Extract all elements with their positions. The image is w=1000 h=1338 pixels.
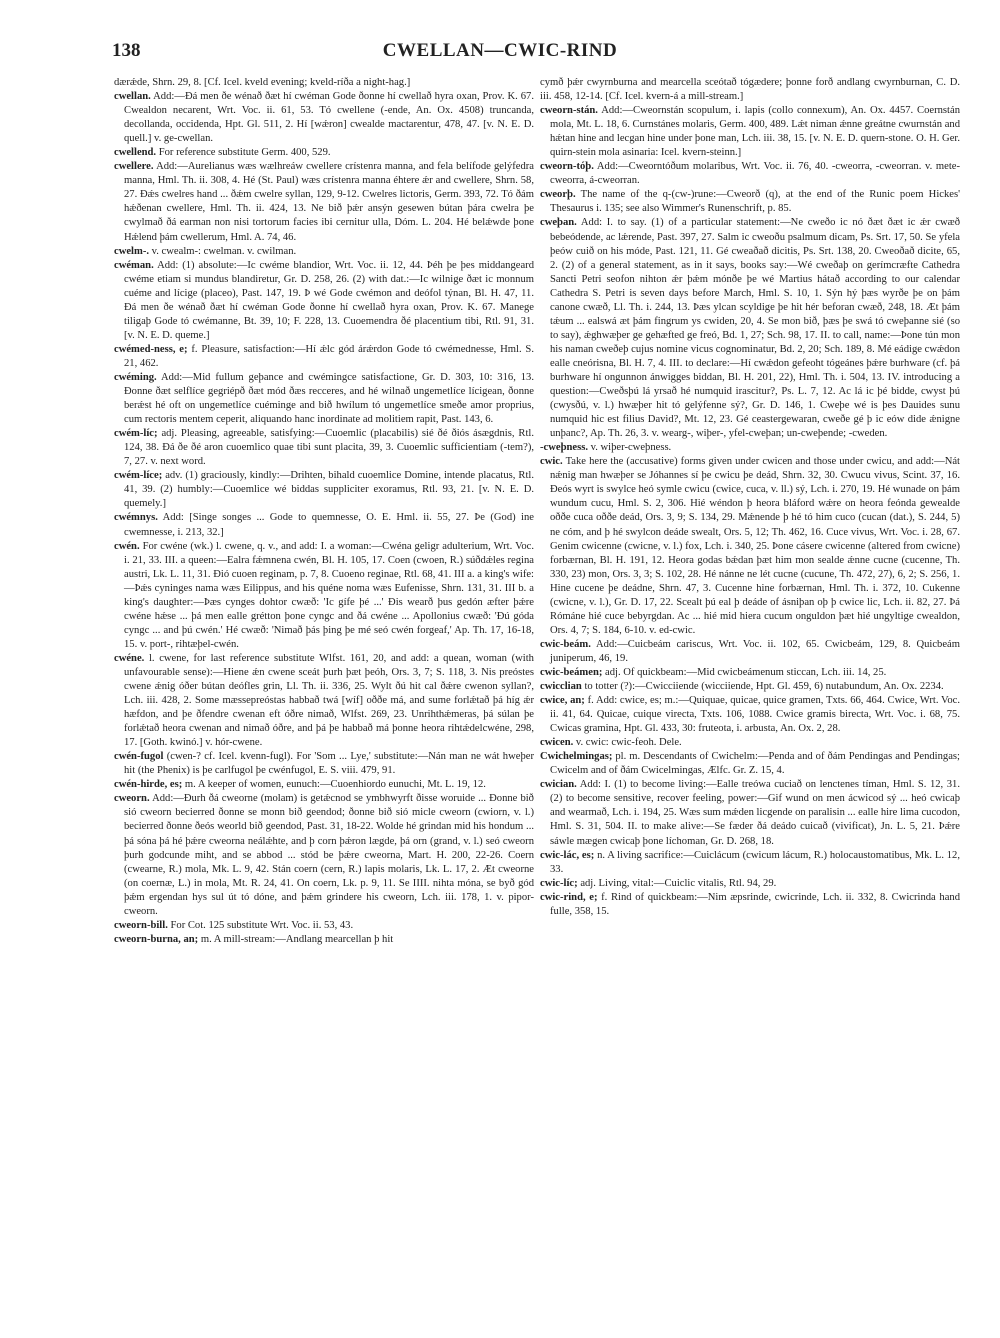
entry-headword: cwéman. <box>114 259 154 271</box>
entry-text: dærǽde, Shrn. 29, 8. [Cf. Icel. kveld evening; kveld-ríða a night-hag.] <box>114 77 411 88</box>
dictionary-entry <box>540 216 960 441</box>
entry-text: Add:—Ðá men ðe wénað ðæt hí cwéman Gode ðonne hí cwellað hyra oxan, Prov. K. 67. Cwealdon necarent, Wrt. Voc. ii. 61, 53. Tó cwellene (-ende, An. Ox. 4508) truncanda, decollanda, occidenda, Hpt. Gl. 511, 2. Hí [wǽron] cwealde mactarentur, 478, 47. [v. N. E. D. quell.] v. ge-cwellan. <box>124 91 534 145</box>
entry-headword: cwém-líce; <box>114 470 163 482</box>
entry-text: Add: [Singe songes ... Gode to quemnesse, O. E. Hml. ii. 55, 27. Þe (God) ine cwemnesse, i. 213, 32.] <box>124 512 534 538</box>
entry-text: m. A keeper of women, eunuch:—Cuoenhiordo eunuchi, Mt. L. 19, 12. <box>184 779 486 791</box>
entry-headword: cwéne. <box>114 652 145 664</box>
dictionary-entry <box>540 849 960 877</box>
entry-text: l. cwene, for last reference substitute Wlfst. 161, 20, and add: a quean, woman (with unfavourable sense):—Hiene ǽn cwene sceát þurh þæt þeóh, Ors. 3, 7; S. 118, 3. Nis preóstes cwene ǽnig óðer bútan deófles grin, Ll. Th. ii. 336, 25. Wylt ðú hit cal ðǽre cwenon syllan?, Lch. iii. 428, 2. Some mæssepreóstas habbað twá [wíf] oððe má, and sume forlǽtað þá híg ǽr hæfdon, and þe ðfendre cwenan eft óðre nimað, Wlfst. 269, 23. Unrihthǽmeras, þá súlan þe forlǽtað heora cwenan and nimað óðre, and þá þe habbað má þonne heora rihtǽdelcwéne, 298, 17. [Goth. kwinó.] v. hór-cwene. <box>124 652 534 749</box>
entry-headword: cwic-lác, es; <box>540 849 595 861</box>
entry-headword: cwém-líc; <box>114 428 158 440</box>
entry-headword: cwicclian <box>540 681 582 693</box>
dictionary-entry <box>540 76 960 104</box>
dictionary-entry <box>114 146 534 160</box>
dictionary-entry <box>114 540 534 652</box>
dictionary-entry <box>114 90 534 146</box>
entry-text: Add:—Aurelianus wæs wælhreáw cwellere crístenra manna, and fela belífode gelýfedra manna, Hml. Th. ii. 308, 4. Hé (St. Paul) wæs crístenra manna éhtere ǽr and cwellere, Shrn. 58, 27. Ðǽs cwelres hand ... ðǽm cwelre syllan, 129, 9-12. Cwelres lictoris, Germ. 393, 72. Tó ðám hǽðenan cwellere, Hml. Th. ii. 424, 13. Ne bið þǽr ansýn gesewen bútan þára cwelra þe cwylmað ðá earman non nisi tortorum facies ibi cernitur ulla, Dóm. L. 204. Hé belǽwde þone Hǽlend þám cwellerum, Hml. A. 74, 46. <box>124 161 534 243</box>
dictionary-entry <box>114 778 534 792</box>
entry-text: n. A living sacrifice:—Cuiclácum (cwicum lácum, R.) holocaustomatibus, Mk. L. 12, 33. <box>550 849 960 875</box>
entry-headword: cwic-líc; <box>540 877 578 889</box>
entry-headword: cwelm-. <box>114 245 149 257</box>
left-column <box>114 76 534 1321</box>
entry-text: adj. Of quickbeam:—Mid cwicbeámenum sticcan, Lch. iii. 14, 25. <box>605 666 887 678</box>
dictionary-entry <box>114 511 534 539</box>
dictionary-entry <box>114 933 534 947</box>
entry-text: Add:—Cuicbeám cariscus, Wrt. Voc. ii. 102, 65. Cwicbeám, 129, 8. Quicbeám juniperum, 46, 19. <box>550 638 960 664</box>
entry-text: m. A mill-stream:—Andlang mearcellan þ hit <box>200 933 394 945</box>
right-column <box>540 76 960 1321</box>
dictionary-entry <box>540 638 960 666</box>
dictionary-entry <box>114 160 534 244</box>
entry-headword: cweorn-stán. <box>540 105 598 117</box>
dictionary-entry <box>540 441 960 455</box>
entry-text: Add:—Cweorntóðum molaribus, Wrt. Voc. ii. 76, 40. -cweorra, -cweorran. v. mete-cweorra, á-cweorran. <box>550 161 960 187</box>
entry-headword: cweþan. <box>540 217 577 229</box>
entry-text: v. cwic: cwic-feoh. Dele. <box>575 737 682 749</box>
entry-text: Take here the (accusative) forms given under cwicen and those under cwicu, and add:—Nát nǽnig man hwæþer se Jóhannes sí þe cwicu þe deád, Shrn. 32, 30. Cwucu vivus, Scint. 37, 16. Ðeós wyrt is swylce heó symle cwicu (cwice, cuca, v. ll.) sý, Lch. i. 270, 19. Hé wunade on þám wundum cucu, Hml. S. 2, 306. Hié wéndon þ heora bláford wǽre on heora feónda gewealde oððe cuca oððe deád, Ors. 3, 9; S. 134, 29. Mǽnende þ hé tó him cuco (cucan (dat.), S. 244, 5) ne cóm, and þ hé swylcon deáde swealt, Ors. 5, 12; Th. 462, 16. Cuce vivus, Wrt. Voc. i. 28, 67. Genim cwicenne (cwicne, v. l.) fox, Lch. i. 340, 25. Þone cásere cwicenne (altered from cwicne) forbærnan, Bl. H. 191, 12. Heora godas bǽdan þæt him mon sealde ǽnne cucne (cucenne, Th. 330, 23) mon, Ors. 3, 3; S. 102, 28. Hé nánne ne lét cucne (cucune, Th. 472, 27), 6, 2; S. 256, 1. Hine cucene þe deádne, Shrn. 47, 3. Cucenne hine forbærnan, Hml. Th. i. 372, 10. Cukenne (cwicne, v. l.), Gr. D. 17, 22. Scealt þú eal þ deáde of ásniþan oþ þ cwice lic, Lch. ii. 82, 27. Þá Rómáne hié cuce bebyrgdan. Ac ... hié mid hiera cucum onguldon þæt hié ungyltige cwealdon, Ors. 4, 7; S. 184, 6-10. v. ed-cwic. <box>550 456 960 636</box>
dictionary-entry <box>114 245 534 259</box>
dictionary-entry <box>540 736 960 750</box>
dictionary-entry <box>540 160 960 188</box>
running-head: CWELLAN—CWIC-RIND <box>382 40 618 61</box>
dictionary-entry <box>540 104 960 160</box>
entry-headword: cwellere. <box>114 161 154 173</box>
dictionary-entry <box>540 455 960 638</box>
entry-headword: cweorn. <box>114 793 150 805</box>
dictionary-entry <box>540 877 960 891</box>
entry-text: to totter (?):—Cwicciiende (wicciiende, Hpt. Gl. 459, 6) nutabundum, An. Ox. 2234. <box>584 681 944 693</box>
dictionary-entry <box>114 427 534 469</box>
entry-text: For cwéne (wk.) l. cwene, q. v., and add: I. a woman:—Cwéna geligr adulterium, Wrt. Voc. i. 21, 33. III. a queen:—Ealra fǽmnena cwén, Bl. H. 105, 17. Coen (cwoen, R.) súðdǽles regina austri, Lk. L. 11, 31. Ðió cuoen reginam, p. 7, 8. Cuoeno reginae, Rtl. 68, 41. III a. a king's wife:—Þǽs cyninges nama wæs Eilippus, and his quéne noma wæs Eufenisse, Shrn. 131, 31. III b. a king's daughter:—Þæs cynges dohtor cwæð: 'Ic gífe þé ...' Ðis wearð þus gedón æfter þǽre cwéne hǽse ... þá men ealle grétton þone cyngc and ðá cwéne ... Apollonius cwæð: 'Ðú góda cyngc ... and þú cwén.' Hé cwæð: 'Nimað þás þing þe mé seó cwén forgeaf,' Ap. Th. 17, 16-18, 15. v. port-, rihtæþel-cwén. <box>124 540 534 650</box>
dictionary-entry <box>114 792 534 918</box>
entry-headword: cwémnys. <box>114 512 158 524</box>
entry-text: Add: I. to say. (1) of a particular statement:—Ne cweðo ic nó ðæt ðæt ic ǽr cwæð bebeódende, ac lǽrende, Past. 397, 27. Salm ic cweoðu psalmum dicam, Ps. Srt. 17, 50. Se yfela þeów cuið on his móde, Past. 121, 11. Gé cweaðað dicitis, Ps. Srt. 138, 20. Cweoðað dicite, 65, 2. (2) of a general statement, as in it says, books say:—Wé cweðaþ on gerímcræfte Cathedra Sancti Petri seofon nihton ǽr þǽm mónðe þe wé Martius hátað according to our calendar Cathedra S. Petri is seven days before March, Hml. S. 10, 1. Sýn hý þæs wyrðe þe on þám canone cwæð, Ll. Th. i. 244, 13. Þæs ylcan scyldige þe hit hér beforan cwæð, 248, 18. Æt þám tǽum ... ealswá æt þám fingrum ys cwiden, 20, 4. Se mon bið, þæs þe swá tó cweþanne sié (so to say), ǽghwæþer ge gehæfted ge freó, Bd. 1, 27; Sch. 98, 17. II. to call, name:—Þone tún mon his naman cweðeþ cujus nomine vicus cognominatur, Bd. 2, 20; Sch. 189, 8. Mé eádige cwǽdon ealle cneórisna, Bl. H. 7, 4. III. to declare:—Hí cwǽdon gefeoht tógeánes þǽre burhware (cf. þá burhware hí ongunnon ánwigges biddan, Bl. H. 201, 22), Hml. Th. i. 504, 13. IV. introducing a question:—Cweðsþú lá yrsað hé numquid irascitur?, Ps. L. 7, 12. Ac lá ic þé bidde, cwyst þú (cwysðú, v. l.) hwæþer hit tó gelýfenne sý?, Gr. D. 146, 1. Cweþe wé is þes Dauides sunu numquid hic est filius David?, Mt. 12, 23. Gé ceastergewaran, cweðe gé þ ic eów dide ǽnigne unþanc?, Ap. Th. 26, 3. v. wearg-, wiþer-, yfel-cweþan; un-cweþende; -cweden. <box>550 217 960 440</box>
dictionary-entry <box>540 188 960 216</box>
entry-headword: cwician. <box>540 779 577 791</box>
entry-text: Add: (1) absolute:—Ic cwéme blandior, Wrt. Voc. ii. 12, 44. Þéh þe þes middangeard cwéme etiam si mundus blandiretur, Gr. D. 258, 26. (2) with dat.:—Ic wilnige ðæt ic monnum cuéme and lícige (placeo), Past. 147, 19. Þ wé Gode cwémon and deófol týnan, Bl. H. 47, 11. Ðá men ðe wénað ðæt hí cwéman Gode ðonne hí cwellað hyra oxan, Prov. K. 67. Manege tiligaþ Gode tó cwémanne, Bt. 39, 10; F. 228, 13. Cuoemendra ðé placentium tibi, Rtl. 91, 31. [v. N. E. D. queme.] <box>124 259 534 341</box>
dictionary-entry <box>540 778 960 848</box>
entry-headword: cwice, an; <box>540 695 585 707</box>
entry-headword: cweorn-bill. <box>114 919 168 931</box>
entry-headword: cwén-hirde, es; <box>114 779 183 791</box>
entry-text: f. Pleasure, satisfaction:—Hí ǽlc gód árǽrdon Gode tó cwémednesse, Hml. S. 21, 462. <box>124 343 534 369</box>
entry-headword: cwén. <box>114 540 140 552</box>
dictionary-entry <box>540 666 960 680</box>
entry-text: (cwen-? cf. Icel. kvenn-fugl). For 'Som ... Lye,' substitute:—Nán man ne wát hweþer hit (the Phenix) is þe carlfugol þe cwénfugol, E. S. viii. 479, 91. <box>124 751 534 777</box>
entry-text: v. wiþer-cweþness. <box>590 442 672 454</box>
entry-text: adv. (1) graciously, kindly:—Drihten, bihald cuoemlice Domine, intende placatus, Rtl. 41, 39. (2) humbly:—Cuoemlice wé biddas suppliciter exoramus, Rtl. 93, 21. [v. N. E. D. quemely.] <box>124 470 534 510</box>
entry-headword: cwellend. <box>114 147 157 159</box>
entry-text: adj. Living, vital:—Cuiclic vitalis, Rtl. 94, 29. <box>580 877 777 889</box>
entry-headword: cwic-rind, e; <box>540 891 598 903</box>
entry-headword: cwén-fugol <box>114 751 164 763</box>
entry-text: Add: I. (1) to become living:—Ealle treówa cuciað on lenctenes tíman, Hml. S. 12, 31. (2) to become sensitive, recover feeling, power:—Gif wund on men ácwicod sý ... heó cwicaþ and wearmað, Lch. i. 194, 25. Wæs sum mǽden licgende on paralisin ... ealle hire lima cucodon, Hml. S. 31, 504. II. to make alive:—Se fæder ðá deádo cuicað (vivificat), Jn. L. 5, 21. Þǽre sáwle mægen cwicaþ þone líchoman, Gr. D. 268, 18. <box>550 779 960 847</box>
entry-headword: cwéming. <box>114 371 157 383</box>
dictionary-entry <box>114 652 534 750</box>
entry-text: Add:—Cweornstán scopulum, i. lapis (collo connexum), An. Ox. 4457. Coernstán mola, Mt. L. 18, 6. Curnstánes molaris, Germ. 400, 489. Lǽt niman ǽnne greátne cwurnstán and hǽtan hine and lecgan hine under þone man, Lch. iii. 38, 15. [v. N. E. D. quern-stone. O. H. Ger. quirn-stein mola asinaria: Icel. kvern-steinn.] <box>550 105 960 159</box>
dictionary-entry <box>114 371 534 427</box>
entry-text: cymð þǽr cwyrnburna and mearcella sceótað tógædere; þonne forð andlang cwyrnburnan, C. D. iii. 458, 12-14. [Cf. Icel. kvern-á a mill-stream.] <box>540 77 960 103</box>
dictionary-entry <box>540 750 960 778</box>
entry-text: pl. m. Descendants of Cwichelm:—Penda and of ðám Pendingas and Pendingas; Cwicelm and of ðám Cwicelmingas, Ælfc. Gr. Z. 15, 4. <box>550 751 960 777</box>
entry-headword: cwic-beámen; <box>540 666 603 678</box>
entry-text: adj. Pleasing, agreeable, satisfying:—Cuoemlic (placabilis) sié ðé ðiós ásægdnis, Rtl. 124, 38. Ðá ðe ðé aron cuoemlico quae tibi sunt placita, 39, 3. Cuoemlic sufficientiam (-tem?), 7, 27. v. next word. <box>124 428 534 468</box>
dictionary-entry <box>114 469 534 511</box>
entry-headword: cweorþ. <box>540 189 576 201</box>
dictionary-entry <box>114 343 534 371</box>
entry-text: Add:—Ðurh ðá cweorne (molam) is getǽcnod se ymbhwyrft ðisse woruide ... Ðonne bið sió cweorn becierred ðonne se monn bið geendod; ðonne bið sió micle cweorn (cwiorn, v. l.) becierred ðonne ðeós weorld bið geendod, Past. 31, 18-22. Wolde hé grindan mid his hondum ... þá sóna þá hé þǽre cweorna neálǽhte, and þ corn þǽron lægde, þá orn (grand, v. l.) seó cweorn þurh godcunde miht, and se abbod ... stód be þǽre cweorna, Mart. H. 200, 22-26. Coern (cwearne, R.) mola, Mk. L. 9, 42. Stán coern (cern, R.) lapis molaris, Lk. L. 17, 2. Æt cweorne (on coernæ, L.) in mola, Mt. R. 24, 41. On coern, Lk. p. 9, 11. Se IIII. nihta mónа, se byð gód þǽm ergendan hys sul út tó dóne, and þǽm grinderе his cweorn, Lch. iii. 178, 1. v. pipor-cweorn. <box>124 793 534 917</box>
entry-headword: cwellan. <box>114 91 151 103</box>
entry-text: f. Add: cwice, es; m.:—Quiquae, quicae, quice gramen, Txts. 66, 464. Cwice, Wrt. Voc. ii. 41, 64. Quicae, cuique virecta, Txts. 106, 1088. Cwice gramis birecta, Wrt. Voc. i. 68, 75. Cwicas gramina, Hpt. Gl. 433, 30: fruteota, i. arbusta, An. Ox. 2, 28. <box>550 695 960 735</box>
entry-headword: cweorn-burna, an; <box>114 933 199 945</box>
entry-text: v. cwealm-: cwelman. v. cwilman. <box>151 245 297 257</box>
entry-headword: cwémed-ness, e; <box>114 343 188 355</box>
dictionary-entry <box>114 259 534 343</box>
entry-text: For reference substitute Germ. 400, 529. <box>158 147 331 159</box>
dictionary-entry <box>114 919 534 933</box>
entry-headword: cweorn-tóþ. <box>540 161 594 173</box>
entry-text: The name of the q-(cw-)rune:—Cweorð (q), at the end of the Runic poem Hickes' Thesaurus i. 135; see also Wimmer's Runenschrift, p. 85. <box>550 189 960 215</box>
dictionary-entry <box>114 750 534 778</box>
dictionary-entry <box>114 76 534 90</box>
entry-headword: cwic-beám. <box>540 638 591 650</box>
entry-text: f. Rind of quickbeam:—Nim æpsrinde, cwicrinde, Lch. ii. 332, 8. Cwicrinda hand fulle, 358, 15. <box>550 891 960 917</box>
page-number: 138 <box>112 40 141 61</box>
entry-headword: -cweþness. <box>540 442 588 454</box>
entry-text: Add:—Mid fullum geþance and cwémingce satisfactione, Gr. D. 303, 10: 316, 13. Ðonne ðæt selflíce gegriépð ðæt mód ðæs recceres, and hé wilnað ungemetlíce lícigean, ðonne berǽst hé oft on ungemetlíce cuéminge and bið hwílum tó ungemetlíce smeðe amor proprius, cum rectoris mentem ceperit, aliquando hanc inordinate ad molitiem rapit, Past. 143, 6. <box>124 371 534 426</box>
dictionary-entry <box>540 694 960 736</box>
entry-headword: Cwichelmingas; <box>540 751 613 763</box>
entry-headword: cwic. <box>540 456 563 468</box>
dictionary-entry <box>540 891 960 919</box>
entry-headword: cwicen. <box>540 737 574 749</box>
dictionary-entry <box>540 680 960 694</box>
entry-text: For Cot. 125 substitute Wrt. Voc. ii. 53, 43. <box>170 919 354 931</box>
